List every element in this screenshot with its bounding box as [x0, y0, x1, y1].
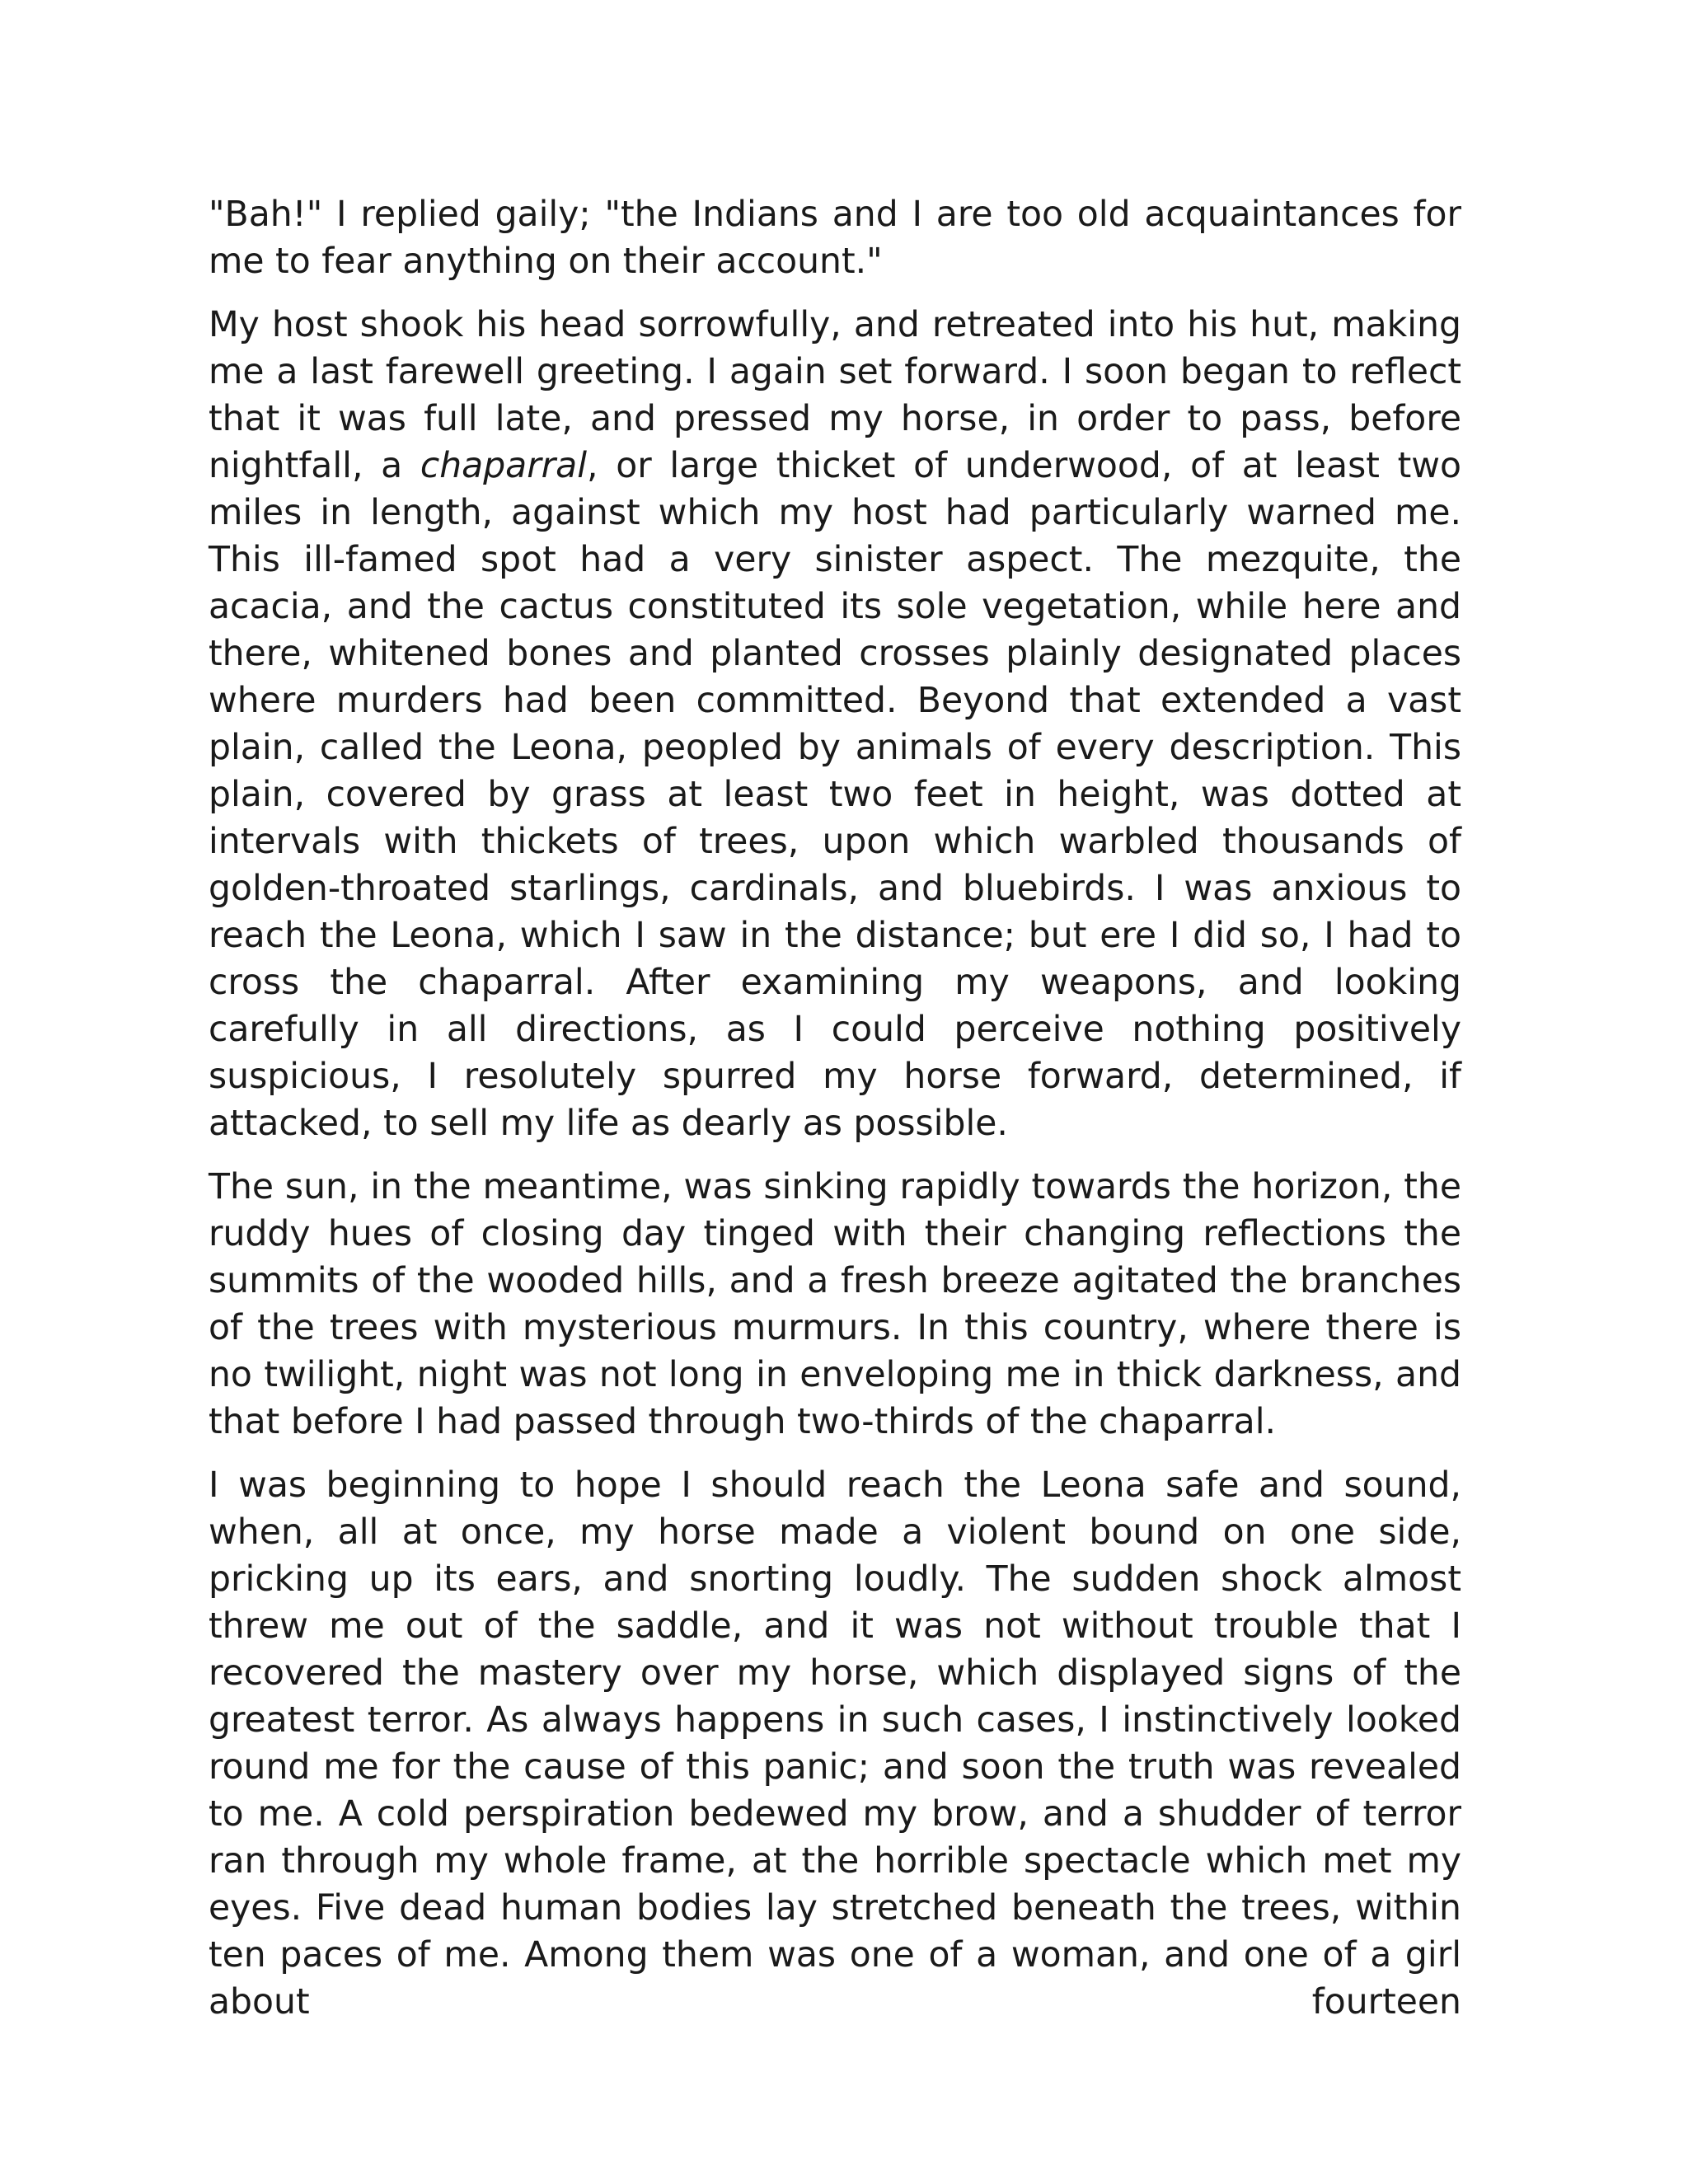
- paragraph-1: [209, 191, 1461, 285]
- paragraph-2: [209, 302, 1461, 1147]
- paragraph-4: [209, 1462, 1461, 2026]
- paragraph-2-text-start: My host shook his head sorrowfully, and retreated into his hut, making me a last farewell greeting. I again set forward. I soon began to reflect that it was full late, and pressed my horse, in order to pass, before nightfall, a: [209, 305, 1461, 486]
- paragraph-2-text-end: , or large thicket of underwood, of at least two miles in length, against which my host had particularly warned me. This ill-famed spot had a very sinister aspect. The mezquite, the acacia, and the cactus constituted its sole vegetation, while here and there, whitened bones and planted crosses plainly designated places where murders had been committed. Beyond that extended a vast plain, called the Leona, peopled by animals of every description. This plain, covered by grass at least two feet in height, was dotted at intervals with thickets of trees, upon which warbled thousands of golden-throated starlings, cardinals, and bluebirds. I was anxious to reach the Leona, which I saw in the distance; but ere I did so, I had to cross the chaparral. After examining my weapons, and looking carefully in all directions, as I could perceive nothing positively suspicious, I resolutely spurred my horse forward, determined, if attacked, to sell my life as dearly as possible.: [209, 446, 1462, 1144]
- document-page: [209, 191, 1461, 2026]
- paragraph-4-text: I was beginning to hope I should reach the Leona safe and sound, when, all at once, my horse made a violent bound on one side, pricking up its ears, and snorting loudly. The sudden shock almost threw me out of the saddle, and it was not without trouble that I recovered the mastery over my horse, which displayed signs of the greatest terror. As always happens in such cases, I instinctively looked round me for the cause of this panic; and soon the truth was revealed to me. A cold perspiration bedewed my brow, and a shudder of terror ran through my whole frame, at the horrible spectacle which met my eyes. Five dead human bodies lay stretched beneath the trees, within ten paces of me. Among them was one of a woman, and one of a girl about fourteen: [209, 1465, 1461, 2022]
- paragraph-2-italic-term: chaparral: [420, 446, 588, 486]
- paragraph-1-text: "Bah!" I replied gaily; "the Indians and I are too old acquaintances for me to fear anything on their account.": [209, 194, 1461, 282]
- paragraph-3-text: The sun, in the meantime, was sinking rapidly towards the horizon, the ruddy hues of closing day tinged with their changing reflections the summits of the wooded hills, and a fresh breeze agitated the branches of the trees with mysterious murmurs. In this country, where there is no twilight, night was not long in enveloping me in thick darkness, and that before I had passed through two-thirds of the chaparral.: [209, 1167, 1461, 1442]
- paragraph-3: [209, 1164, 1461, 1446]
